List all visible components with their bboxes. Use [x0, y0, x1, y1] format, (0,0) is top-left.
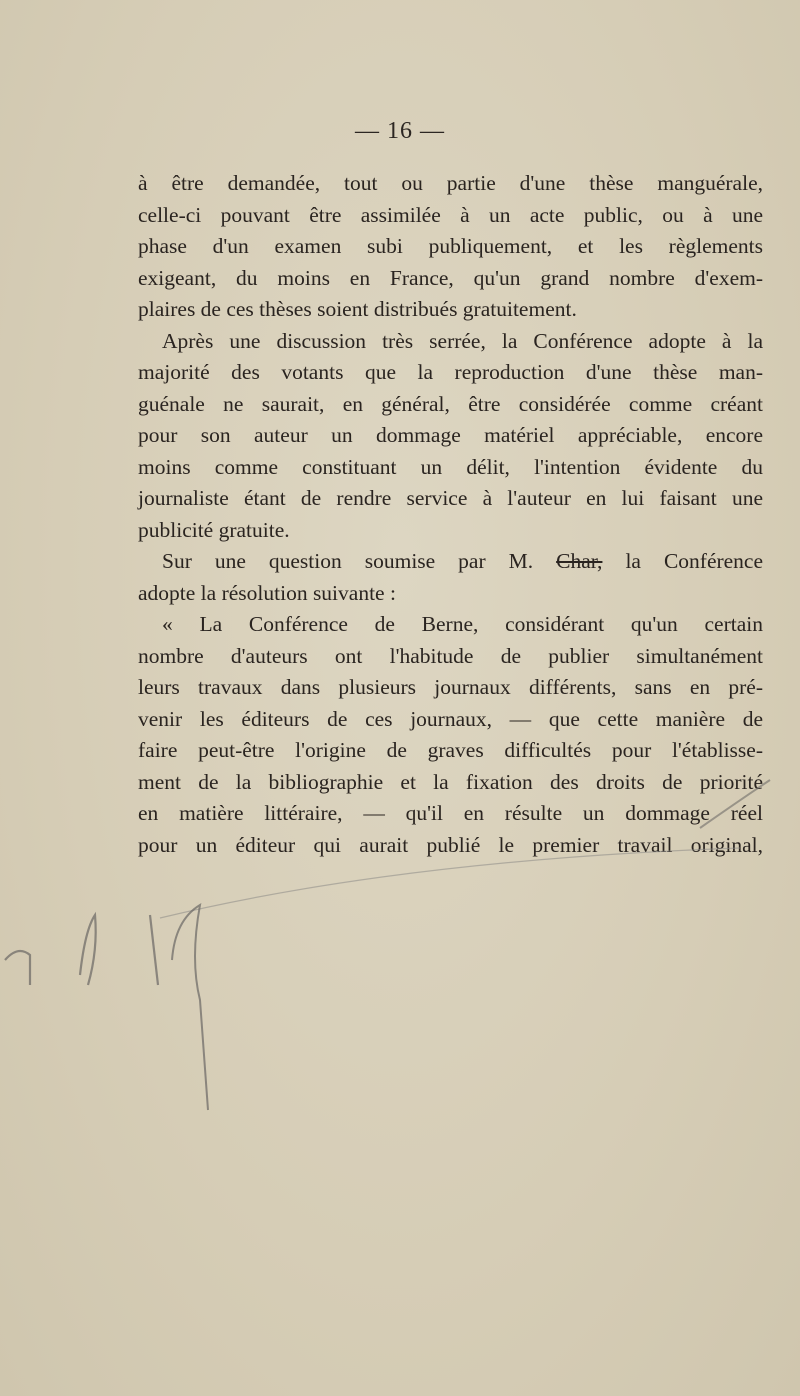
body-text — [138, 168, 763, 861]
pencil-scribble — [5, 951, 30, 985]
text-line: moins comme constituant un délit, l'intention évidente du — [138, 454, 763, 479]
text-line: leurs travaux dans plusieurs journaux différents, sans en pré- — [138, 675, 763, 699]
pencil-scribble — [150, 915, 158, 985]
pencil-scribble — [172, 905, 208, 1110]
text-line: pour un éditeur qui aurait publié le premier travail original, — [138, 832, 763, 857]
text-line: ment de la bibliographie et la fixation des droits de priorité — [138, 769, 763, 794]
paragraph-start — [138, 546, 763, 578]
text-line: publicité gratuite. — [138, 517, 290, 542]
text-line: celle-ci pouvant être assimilée à un acte public, ou à une — [138, 202, 763, 227]
text-line: venir les éditeurs de ces journaux, — que cette manière de — [138, 706, 763, 731]
text-line: exigeant, du moins en France, qu'un grand nombre d'exem- — [138, 265, 763, 290]
text-line: en matière littéraire, — qu'il en résulte un dommage réel — [138, 801, 763, 825]
struck-name: Char, — [556, 549, 603, 573]
text-line: à être demandée, tout ou partie d'une thèse manguérale, — [138, 171, 763, 195]
pencil-scribble — [80, 915, 96, 985]
text-segment: Sur une question soumise par M. — [162, 549, 534, 573]
text-line: majorité des votants que la reproduction d'une thèse man- — [138, 360, 763, 384]
text-line: phase d'un examen subi publiquement, et les règlements — [138, 234, 763, 258]
paragraph-start: Après une discussion très serrée, la Conférence adopte à la — [162, 328, 763, 353]
page-number: — 16 — — [355, 118, 445, 144]
text-line: journaliste étant de rendre service à l'auteur en lui faisant une — [138, 486, 763, 510]
text-line: pour son auteur un dommage matériel appréciable, encore — [138, 423, 763, 447]
text-line: guénale ne saurait, en général, être considérée comme créant — [138, 391, 763, 416]
text-line: adopte la résolution suivante : — [138, 580, 396, 605]
text-line: plaires de ces thèses soient distribués gratuitement. — [138, 297, 577, 321]
paragraph-start: « La Conférence de Berne, considérant qu'un certain — [162, 612, 763, 636]
text-line: faire peut-être l'origine de graves difficultés pour l'établisse- — [138, 738, 763, 762]
text-segment: la Conférence — [625, 549, 764, 573]
text-line: nombre d'auteurs ont l'habitude de publier simultanément — [138, 643, 763, 668]
